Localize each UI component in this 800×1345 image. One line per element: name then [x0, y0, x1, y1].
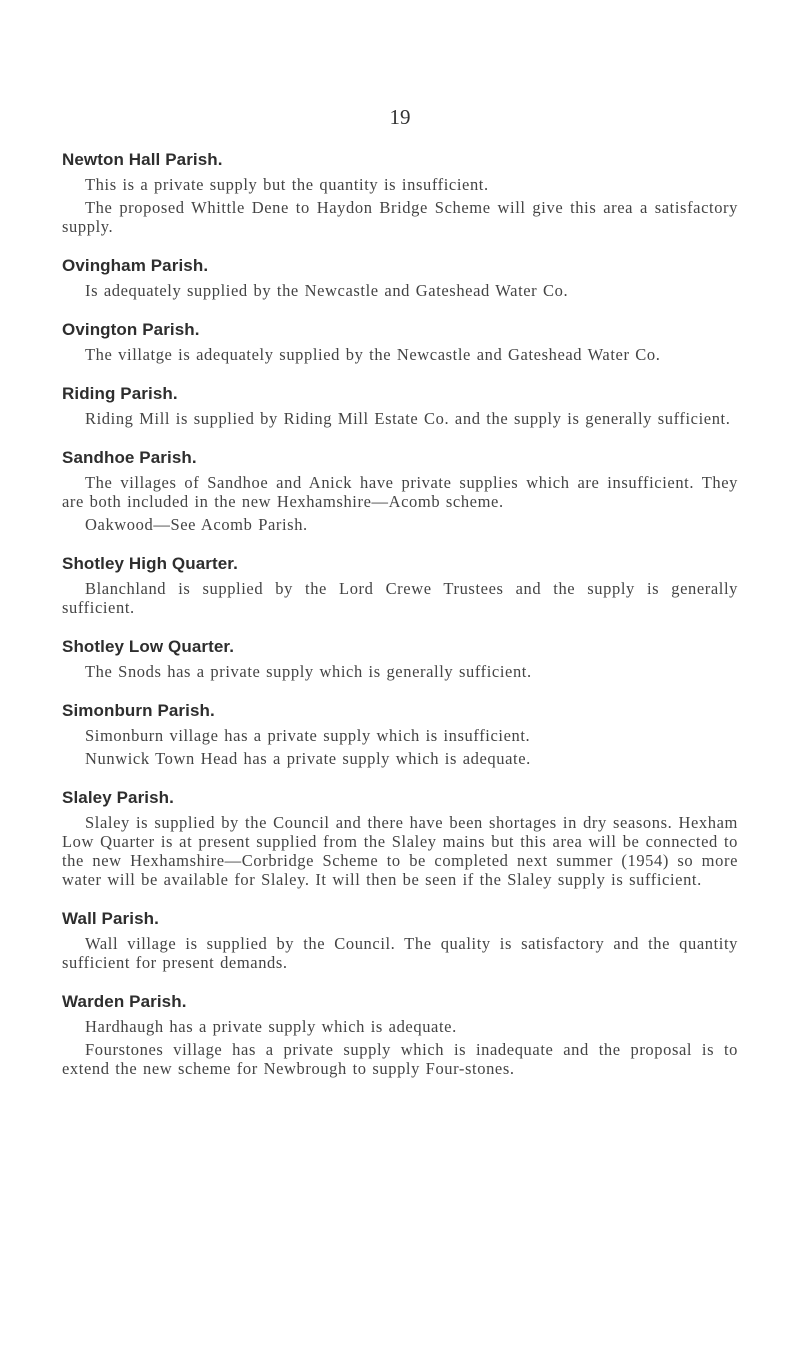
- section-heading: Sandhoe Parish.: [62, 448, 197, 467]
- section-heading: Slaley Parish.: [62, 788, 174, 807]
- section-slaley: [62, 788, 738, 889]
- section-simonburn: [62, 701, 738, 768]
- paragraph: Hardhaugh has a private supply which is adequate.: [85, 1017, 457, 1036]
- section-wall: [62, 909, 738, 972]
- paragraph: Blanchland is supplied by the Lord Crewe Trustees and the supply is generally sufficient.: [62, 579, 738, 617]
- section-heading: Shotley High Quarter.: [62, 554, 238, 573]
- paragraph: Is adequately supplied by the Newcastle and Gateshead Water Co.: [85, 281, 569, 300]
- section-heading: Riding Parish.: [62, 384, 178, 403]
- section-heading: Wall Parish.: [62, 909, 159, 928]
- paragraph: Nunwick Town Head has a private supply which is adequate.: [85, 749, 531, 768]
- section-newton-hall: [62, 150, 738, 236]
- section-riding: [62, 384, 738, 428]
- paragraph: The villatge is adequately supplied by the Newcastle and Gateshead Water Co.: [85, 345, 661, 364]
- paragraph: Oakwood—See Acomb Parish.: [85, 515, 308, 534]
- section-heading: Warden Parish.: [62, 992, 187, 1011]
- section-heading: Shotley Low Quarter.: [62, 637, 235, 656]
- paragraph: The Snods has a private supply which is generally sufficient.: [85, 662, 532, 681]
- section-shotley-high: [62, 554, 738, 617]
- paragraph: The proposed Whittle Dene to Haydon Bridge Scheme will give this area a satisfactory supply.: [62, 198, 738, 236]
- section-heading: Simonburn Parish.: [62, 701, 215, 720]
- paragraph: Riding Mill is supplied by Riding Mill Estate Co. and the supply is generally sufficient.: [85, 409, 731, 428]
- paragraph: The villages of Sandhoe and Anick have private supplies which are insufficient. They are both included in the new Hexhamshire—Acomb scheme.: [62, 473, 738, 511]
- paragraph: Fourstones village has a private supply which is inadequate and the proposal is to extend the new scheme for Newbrough to supply Four-stones.: [62, 1040, 738, 1078]
- section-ovingham: [62, 256, 738, 300]
- paragraph: Simonburn village has a private supply which is insufficient.: [85, 726, 531, 745]
- section-warden: [62, 992, 738, 1078]
- paragraph: This is a private supply but the quantity is insufficient.: [85, 175, 489, 194]
- page-number: 19: [389, 105, 411, 129]
- document-body: [62, 150, 738, 1098]
- section-heading: Ovingham Parish.: [62, 256, 209, 275]
- section-ovington: [62, 320, 738, 364]
- paragraph: Wall village is supplied by the Council. The quality is satisfactory and the quantity sufficient for present demands.: [62, 934, 738, 972]
- section-shotley-low: [62, 637, 738, 681]
- paragraph: Slaley is supplied by the Council and there have been shortages in dry seasons. Hexham Low Quarter is at present supplied from the Slaley mains but this area will be connected to the new Hexhamshire—Corbridge Scheme to be completed next summer (1954) so more water will be available for Slaley. It will then be seen if the Slaley supply is sufficient.: [62, 813, 738, 889]
- section-sandhoe: [62, 448, 738, 534]
- section-heading: Ovington Parish.: [62, 320, 200, 339]
- section-heading: Newton Hall Parish.: [62, 150, 223, 169]
